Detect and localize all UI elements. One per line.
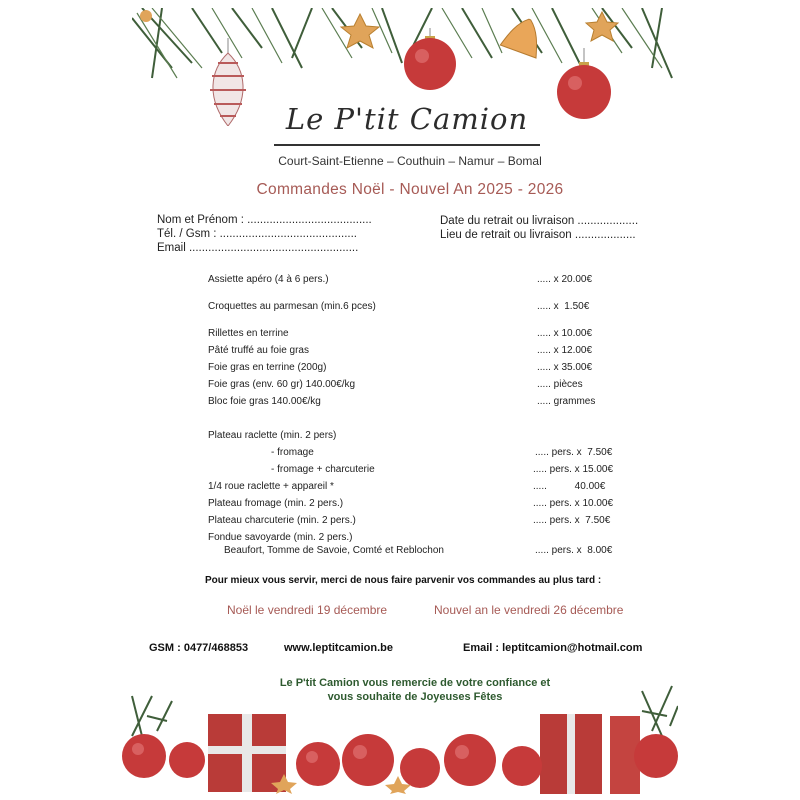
menu-item-label: - fromage — [271, 447, 314, 458]
striped-ornament-icon — [210, 38, 246, 126]
menu-item-label: Plateau raclette (min. 2 pers) — [208, 430, 337, 441]
phone-field[interactable]: Tél. / Gsm : ........................................... — [157, 228, 358, 240]
email-field[interactable]: Email ..................................................... — [157, 242, 359, 254]
menu-item-label: Fondue savoyarde (min. 2 pers.) — [208, 532, 353, 543]
red-bauble-icon — [502, 746, 542, 786]
website-link[interactable]: www.leptitcamion.be — [284, 642, 393, 654]
menu-item-price[interactable]: ..... x 35.00€ — [537, 362, 593, 373]
menu-item-label: 1/4 roue raclette + appareil * — [208, 481, 334, 492]
menu-item-price[interactable]: ..... pers. x 7.50€ — [533, 515, 611, 526]
document-title: Commandes Noël - Nouvel An 2025 - 2026 — [256, 181, 564, 198]
pickup-place-field[interactable]: Lieu de retrait ou livraison ................... — [440, 229, 636, 241]
red-bauble-icon — [169, 742, 205, 778]
new-year-deadline: Nouvel an le vendredi 26 décembre — [434, 603, 624, 617]
menu-item-price[interactable]: ..... x 10.00€ — [537, 328, 593, 339]
name-field[interactable]: Nom et Prénom : ....................................... — [157, 214, 372, 226]
menu-item-price[interactable]: ..... 40.00€ — [533, 481, 606, 492]
menu-item-label: Foie gras (env. 60 gr) 140.00€/kg — [208, 379, 356, 390]
star-ornament-icon — [586, 12, 618, 41]
menu-item-price[interactable]: ..... x 20.00€ — [537, 274, 593, 285]
email-link[interactable]: Email : leptitcamion@hotmail.com — [463, 642, 643, 654]
menu-item-label: - fromage + charcuterie — [271, 464, 375, 475]
menu-item-price[interactable]: ..... pers. x 15.00€ — [533, 464, 614, 475]
christmas-deadline: Noël le vendredi 19 décembre — [227, 603, 388, 617]
menu-item-price[interactable]: ..... x 12.00€ — [537, 345, 593, 356]
menu-item-label: Plateau fromage (min. 2 pers.) — [208, 498, 344, 509]
red-bauble-icon — [444, 734, 496, 786]
menu-item-price[interactable]: ..... x 1.50€ — [537, 301, 590, 312]
brand-logo-text: Le P'tit Camion — [285, 102, 529, 136]
menu-item-label: Rillettes en terrine — [208, 328, 289, 339]
menu-item-label: Foie gras en terrine (200g) — [208, 362, 327, 373]
christmas-decoration-bottom — [122, 676, 678, 794]
order-deadline-notice: Pour mieux vous servir, merci de nous faire parvenir vos commandes au plus tard : — [205, 575, 602, 586]
gsm-number: GSM : 0477/468853 — [149, 642, 249, 654]
red-bauble-icon — [122, 734, 166, 778]
menu-item-label: Assiette apéro (4 à 6 pers.) — [208, 274, 329, 285]
brand-logo — [272, 102, 542, 152]
red-bauble-icon — [404, 28, 456, 90]
menu-item-price[interactable]: ..... pers. x 8.00€ — [535, 545, 613, 556]
menu-item-price[interactable]: ..... pers. x 10.00€ — [533, 498, 614, 509]
thanks-line: Le P'tit Camion vous remercie de votre confiance et — [279, 677, 551, 689]
gift-box-icon — [540, 714, 602, 794]
red-bauble-icon — [296, 742, 340, 786]
logo-underline — [274, 144, 540, 146]
menu-item-label: Bloc foie gras 140.00€/kg — [208, 396, 321, 407]
thanks-line: vous souhaite de Joyeuses Fêtes — [327, 691, 503, 703]
red-bauble-icon — [634, 734, 678, 778]
menu-item-label: Croquettes au parmesan (min.6 pces) — [208, 301, 376, 312]
menu-item-label: Beaufort, Tomme de Savoie, Comté et Reblochon — [224, 545, 444, 556]
pickup-date-field[interactable]: Date du retrait ou livraison ................... — [440, 215, 639, 227]
menu-item-price[interactable]: ..... grammes — [537, 396, 596, 407]
red-bauble-icon — [400, 748, 440, 788]
locations-line: Court-Saint-Etienne – Couthuin – Namur – Bomal — [278, 154, 542, 168]
menu-item-label: Pâté truffé au foie gras — [208, 345, 309, 356]
red-bauble-icon — [557, 48, 611, 119]
menu-item-label: Plateau charcuterie (min. 2 pers.) — [208, 515, 356, 526]
gift-box-icon — [208, 714, 286, 792]
menu-item-price[interactable]: ..... pièces — [537, 379, 583, 390]
red-bauble-icon — [342, 734, 394, 786]
menu-item-price[interactable]: ..... pers. x 7.50€ — [535, 447, 613, 458]
star-ornament-icon — [341, 14, 379, 48]
